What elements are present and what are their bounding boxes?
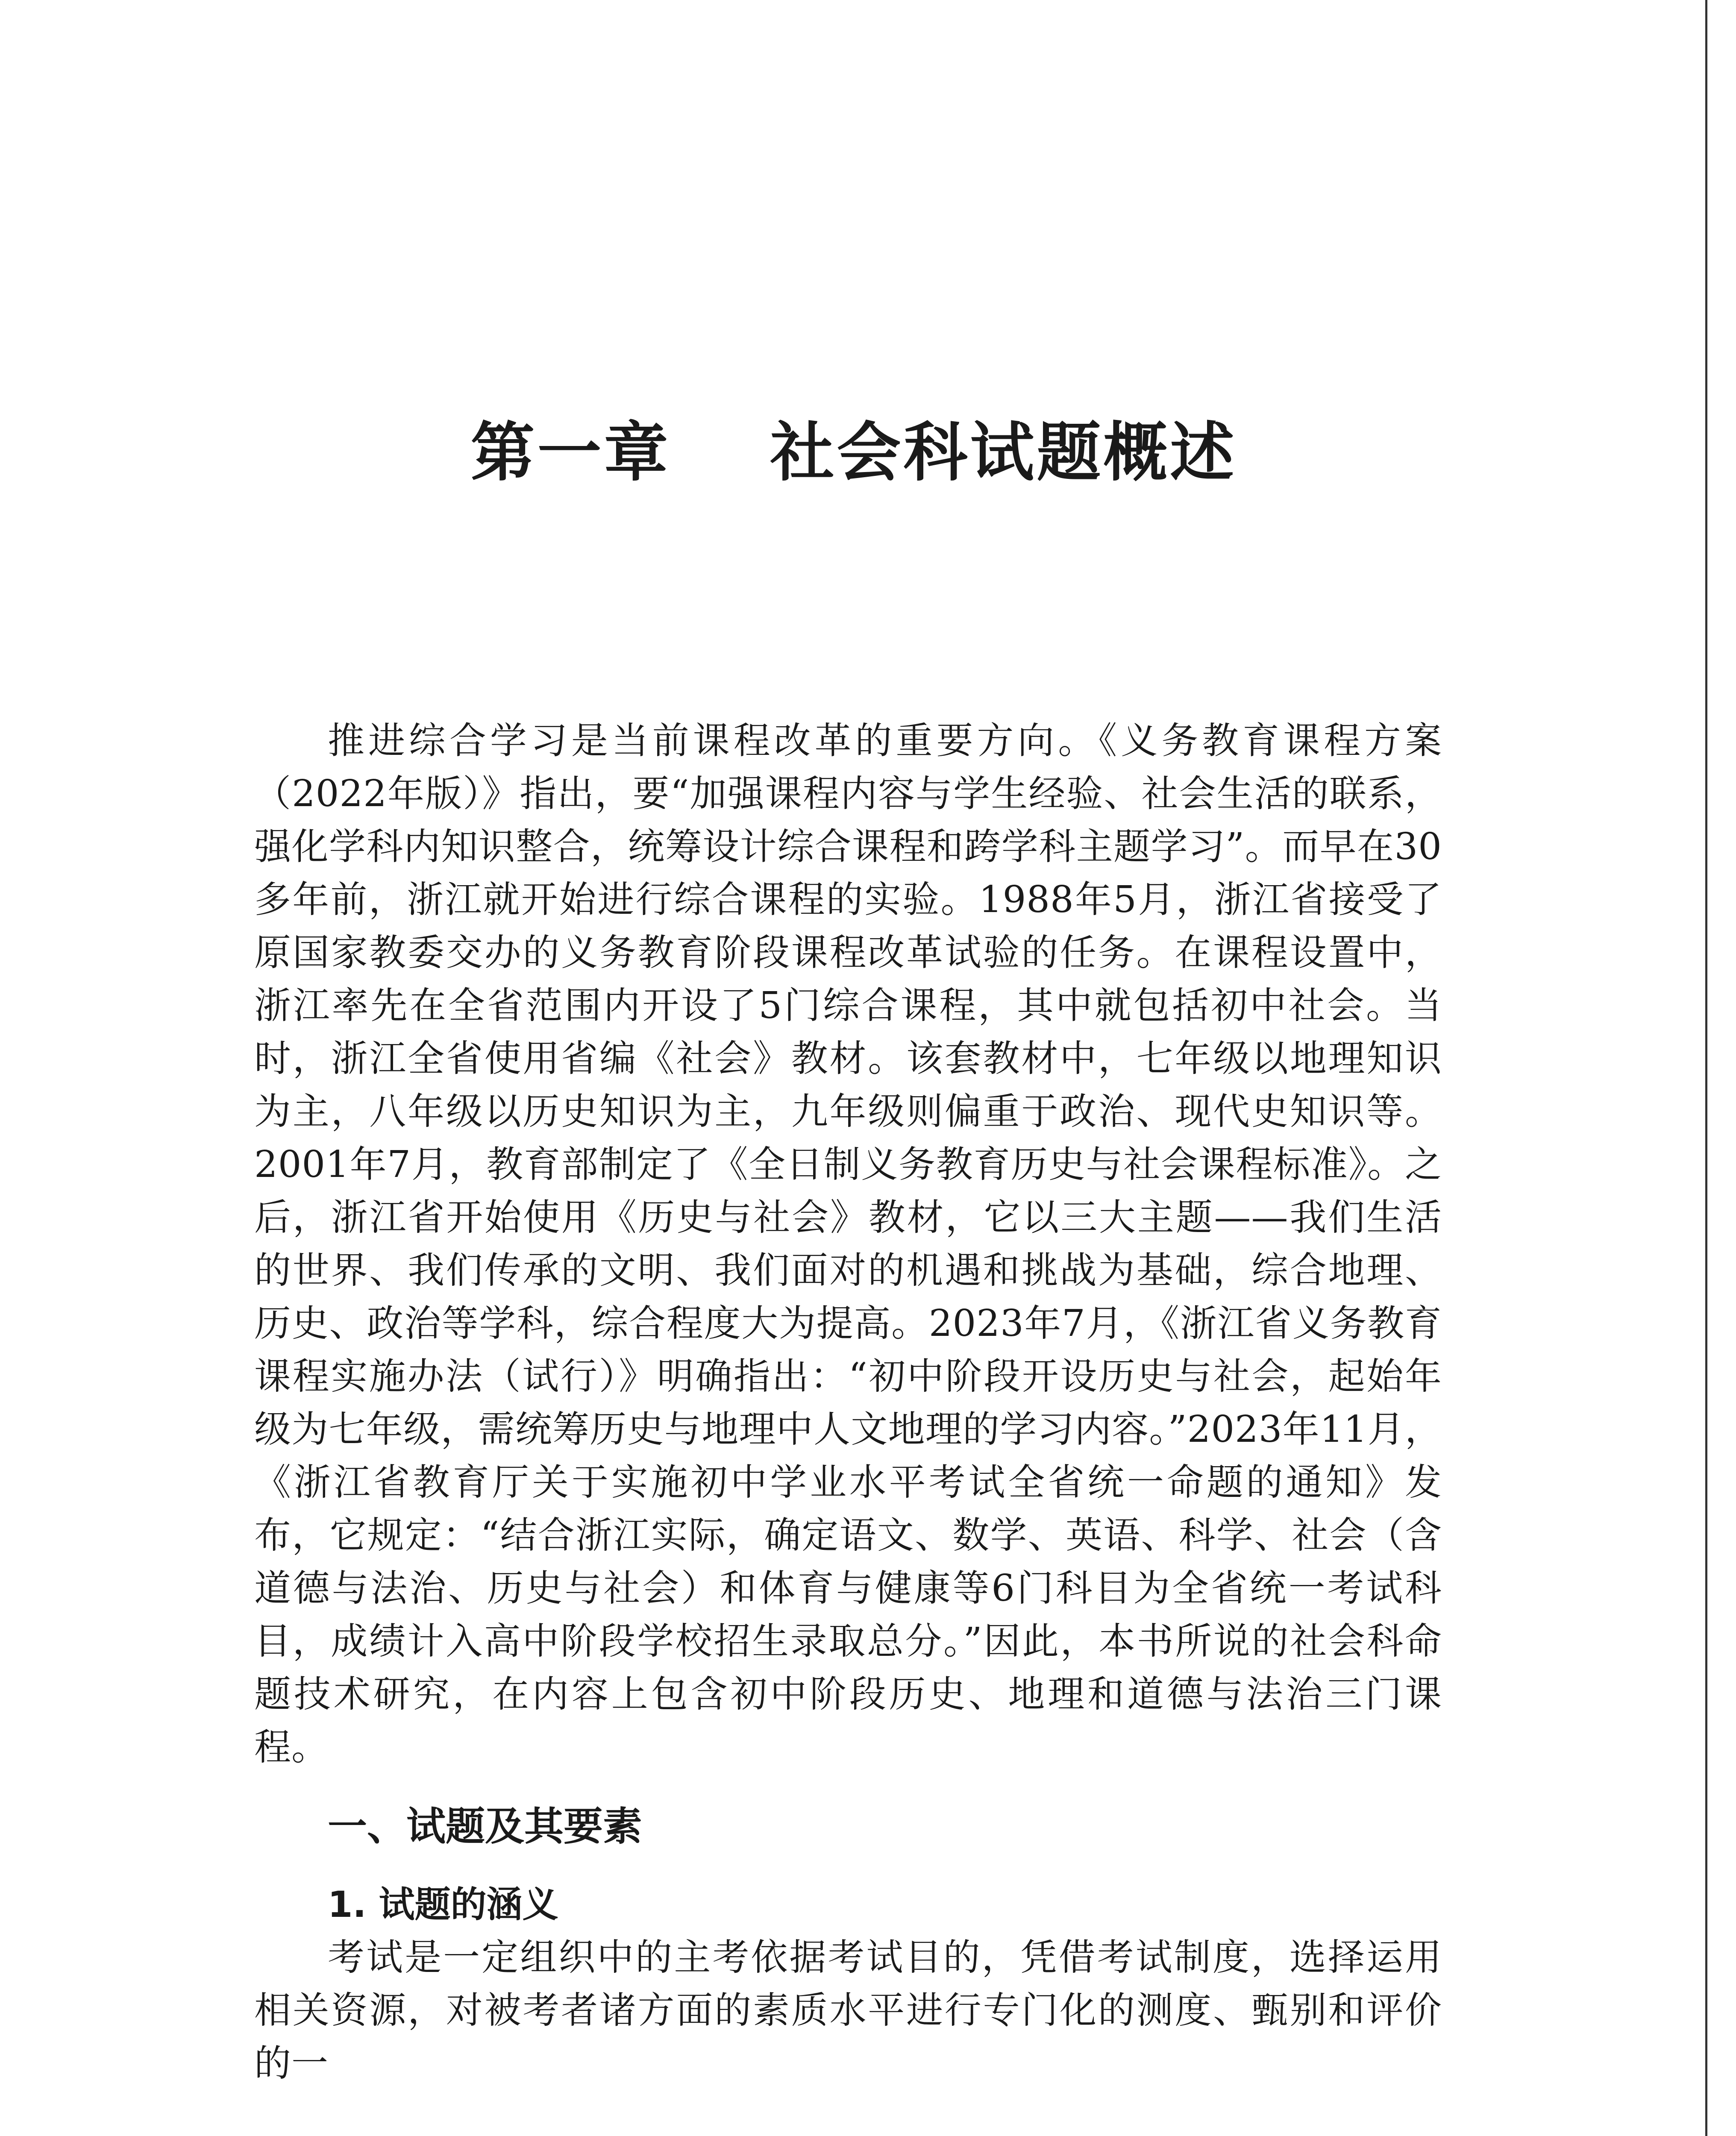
intro-paragraph: 推进综合学习是当前课程改革的重要方向。《义务教育课程方案（2022年版）》指出，要“加强课程内容与学生经验、社会生活的联系，强化学科内知识整合，统筹设计综合课程和跨学科主题学习”。而早在30多年前，浙江就开始进行综合课程的实验。1988年5月，浙江省接受了原国家教委交办的义务教育阶段课程改革试验的任务。在课程设置中，浙江率先在全省范围内开设了5门综合课程，其中就包括初中社会。当时，浙江全省使用省编《社会》教材。该套教材中，七年级以地理知识为主，八年级以历史知识为主，九年级则偏重于政治、现代史知识等。2001年7月，教育部制定了《全日制义务教育历史与社会课程标准》。之后，浙江省开始使用《历史与社会》教材，它以三大主题——我们生活的世界、我们传承的文明、我们面对的机遇和挑战为基础，综合地理、历史、政治等学科，综合程度大为提高。2023年7月，《浙江省义务教育课程实施办法（试行）》明确指出：“初中阶段开设历史与社会，起始年级为七年级，需统筹历史与地理中人文地理的学习内容。”2023年11月，《浙江省教育厅关于实施初中学业水平考试全省统一命题的通知》发布，它规定：“结合浙江实际，确定语文、数学、英语、科学、社会（含道德与法治、历史与社会）和体育与健康等6门科目为全省统一考试科目，成绩计入高中阶段学校招生录取总分。”因此，本书所说的社会科命题技术研究，在内容上包含初中阶段历史、地理和道德与法治三门课程。 bbox=[254, 719, 1442, 1769]
sub-heading: 1. 试题的涵义 bbox=[328, 1884, 558, 1925]
chapter-title: 第一章 社会科试题概述 bbox=[470, 416, 1237, 490]
sub-paragraph: 考试是一定组织中的主考依据考试目的，凭借考试制度，选择运用相关资源，对被考者诸方面的素质水平进行专门化的测度、甄别和评价的一 bbox=[254, 1936, 1442, 2085]
section-heading: 一、试题及其要素 bbox=[328, 1804, 643, 1849]
body-text bbox=[254, 714, 1442, 2090]
